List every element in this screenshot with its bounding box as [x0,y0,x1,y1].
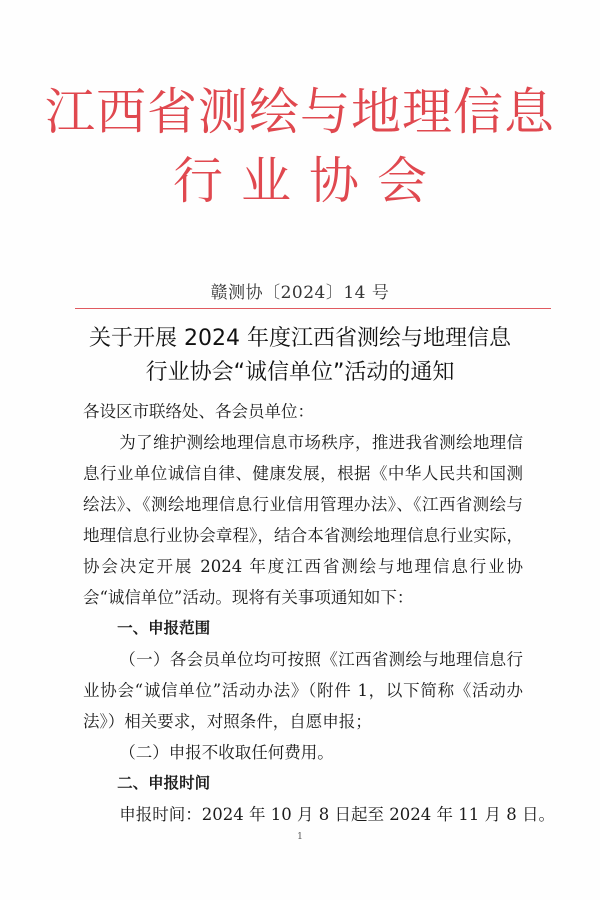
section2-heading: 二、申报时间 [117,774,211,792]
section2-text: 申报时间：2024 年 10 月 8 日起至 2024 年 11 月 8 日。 [119,805,555,824]
title-line2: 行业协会“诚信单位”活动的通知 [145,360,455,385]
salutation: 各设区市联络处、各会员单位： [83,402,314,421]
org-name-line2: 行业协会 [173,152,445,210]
intro-paragraph: 为了维护测绘地理信息市场秩序，推进我省测绘地理信息行业单位诚信自律、健康发展，根据《中华人民共和国测绘法》、《测绘地理信息行业信用管理办法》、《江西省测绘与地理信息行业协会章程》，结合本省测绘地理信息行业实际，协会决定开展 2024 年度江西省测绘与地理信息行业协会“诚信单位”活动。现将有关事项通知如下： [83,433,523,607]
org-name-line1: 江西省测绘与地理信息 [45,83,555,141]
section1-heading: 一、申报范围 [117,619,211,637]
red-divider-line [75,308,551,309]
section1-item1: （一）各会员单位均可按照《江西省测绘与地理信息行业协会“诚信单位”活动办法》（附件 1，以下简称《活动办法》）相关要求，对照条件，自愿申报； [83,650,523,731]
section1-item2: （二）申报不收取任何费用。 [119,743,334,762]
title-line1: 关于开展 2024 年度江西省测绘与地理信息 [89,326,511,351]
page-number: 1 [297,832,303,842]
document-body [83,396,555,830]
document-number: 赣测协〔2024〕14 号 [210,283,390,303]
document-title [60,322,540,390]
